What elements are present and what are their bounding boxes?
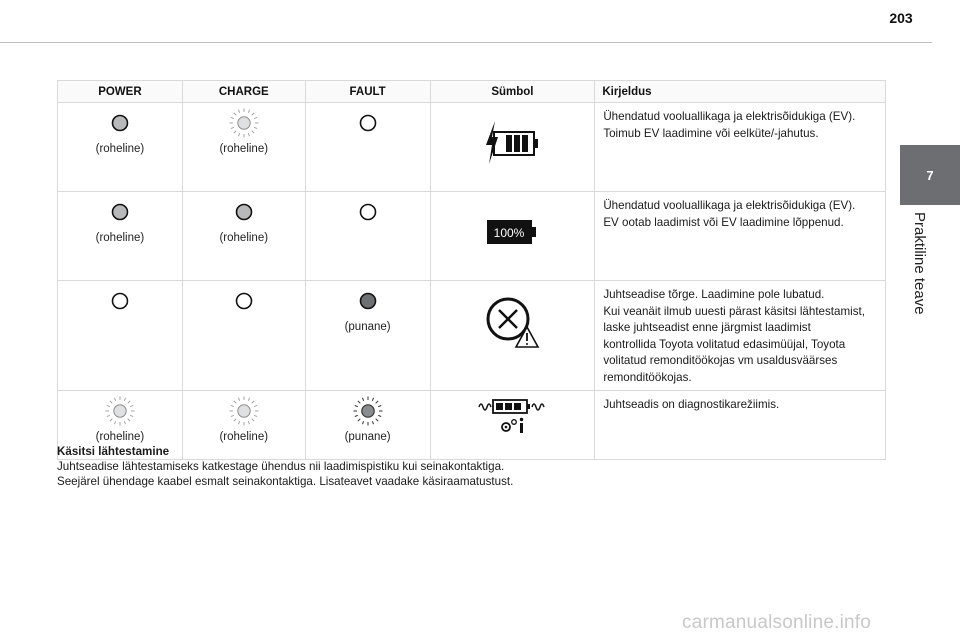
header-symbol: Sümbol: [430, 81, 595, 103]
charge-lamp-blinking-icon: [228, 395, 260, 427]
fault-lamp-off-icon: [352, 107, 384, 139]
chapter-tab[interactable]: 7: [900, 145, 960, 205]
fault-cell: [305, 103, 430, 192]
description-cell: Ühendatud vooluallikaga ja elektrisõidukiga (EV). Toimub EV laadimine või eelküte/-jahutus.: [595, 103, 886, 192]
header-power: POWER: [58, 81, 183, 103]
fault-cell: [305, 281, 430, 391]
charge-lamp-on-icon: [228, 196, 260, 228]
description-cell: Ühendatud vooluallikaga ja elektrisõidukiga (EV). EV ootab laadimist või EV laadimine lõppenud.: [595, 192, 886, 281]
table-row: [58, 281, 886, 391]
battery-charging-icon: [482, 119, 542, 169]
charge-cell: [182, 192, 305, 281]
lamp-label: (punane): [344, 431, 391, 443]
header-charge: CHARGE: [182, 81, 305, 103]
symbol-cell: [430, 192, 595, 281]
power-cell: [58, 103, 183, 192]
fault-warning-icon: [482, 291, 542, 353]
table-row: [58, 103, 886, 192]
charge-lamp-off-icon: [228, 285, 260, 317]
fault-lamp-off-icon: [352, 196, 384, 228]
battery-full-icon: [486, 218, 538, 246]
charge-cell: [182, 281, 305, 391]
lamp-label: (roheline): [95, 143, 145, 155]
lamp-label: (roheline): [95, 232, 145, 244]
lamp-label: (roheline): [95, 431, 145, 443]
fault-cell: [305, 192, 430, 281]
fault-lamp-on-icon: [352, 285, 384, 317]
table-row: [58, 192, 886, 281]
status-table: [57, 80, 886, 460]
page-number: 203: [889, 10, 913, 26]
note-line: Juhtseadise lähtestamiseks katkestage ühendus nii laadimispistiku kui seinakontaktiga.: [57, 460, 505, 473]
battery-percent-label: 100%: [494, 226, 525, 240]
power-lamp-off-icon: [104, 285, 136, 317]
power-lamp-on-icon: [104, 107, 136, 139]
power-lamp-on-icon: [104, 196, 136, 228]
charge-lamp-blinking-icon: [228, 107, 260, 139]
description-cell: Juhtseadis on diagnostikarežiimis.: [595, 391, 886, 460]
chapter-title: Praktiline teave: [911, 212, 928, 315]
lamp-label: (roheline): [219, 232, 269, 244]
power-cell: [58, 281, 183, 391]
lamp-label: (roheline): [219, 431, 269, 443]
power-lamp-blinking-icon: [104, 395, 136, 427]
description-cell: Juhtseadise tõrge. Laadimine pole lubatud. Kui veanäit ilmub uuesti pärast käsitsi lähtestamist, laske juhtseadist enne järgmist laadimist kontrollida Toyota volitatud edasimüüjal, Toyota volitatud remonditöökojas vm usaldusväärses remonditöökojas.: [595, 281, 886, 391]
fault-lamp-blinking-icon: [352, 395, 384, 427]
manual-reset-note: [57, 444, 877, 489]
table-header-row: [58, 81, 886, 103]
header-description: Kirjeldus: [595, 81, 886, 103]
header-divider: [0, 42, 932, 43]
symbol-cell: [430, 103, 595, 192]
header-fault: FAULT: [305, 81, 430, 103]
lamp-label: (punane): [344, 321, 391, 333]
note-title: Käsitsi lähtestamine: [57, 445, 170, 458]
charge-cell: [182, 103, 305, 192]
diagnostic-mode-icon: [477, 397, 547, 437]
symbol-cell: [430, 281, 595, 391]
power-cell: [58, 192, 183, 281]
note-line: Seejärel ühendage kaabel esmalt seinakontaktiga. Lisateavet vaadake käsiraamatustust.: [57, 475, 514, 488]
watermark: carmanualsonline.info: [682, 612, 872, 633]
lamp-label: (roheline): [219, 143, 269, 155]
